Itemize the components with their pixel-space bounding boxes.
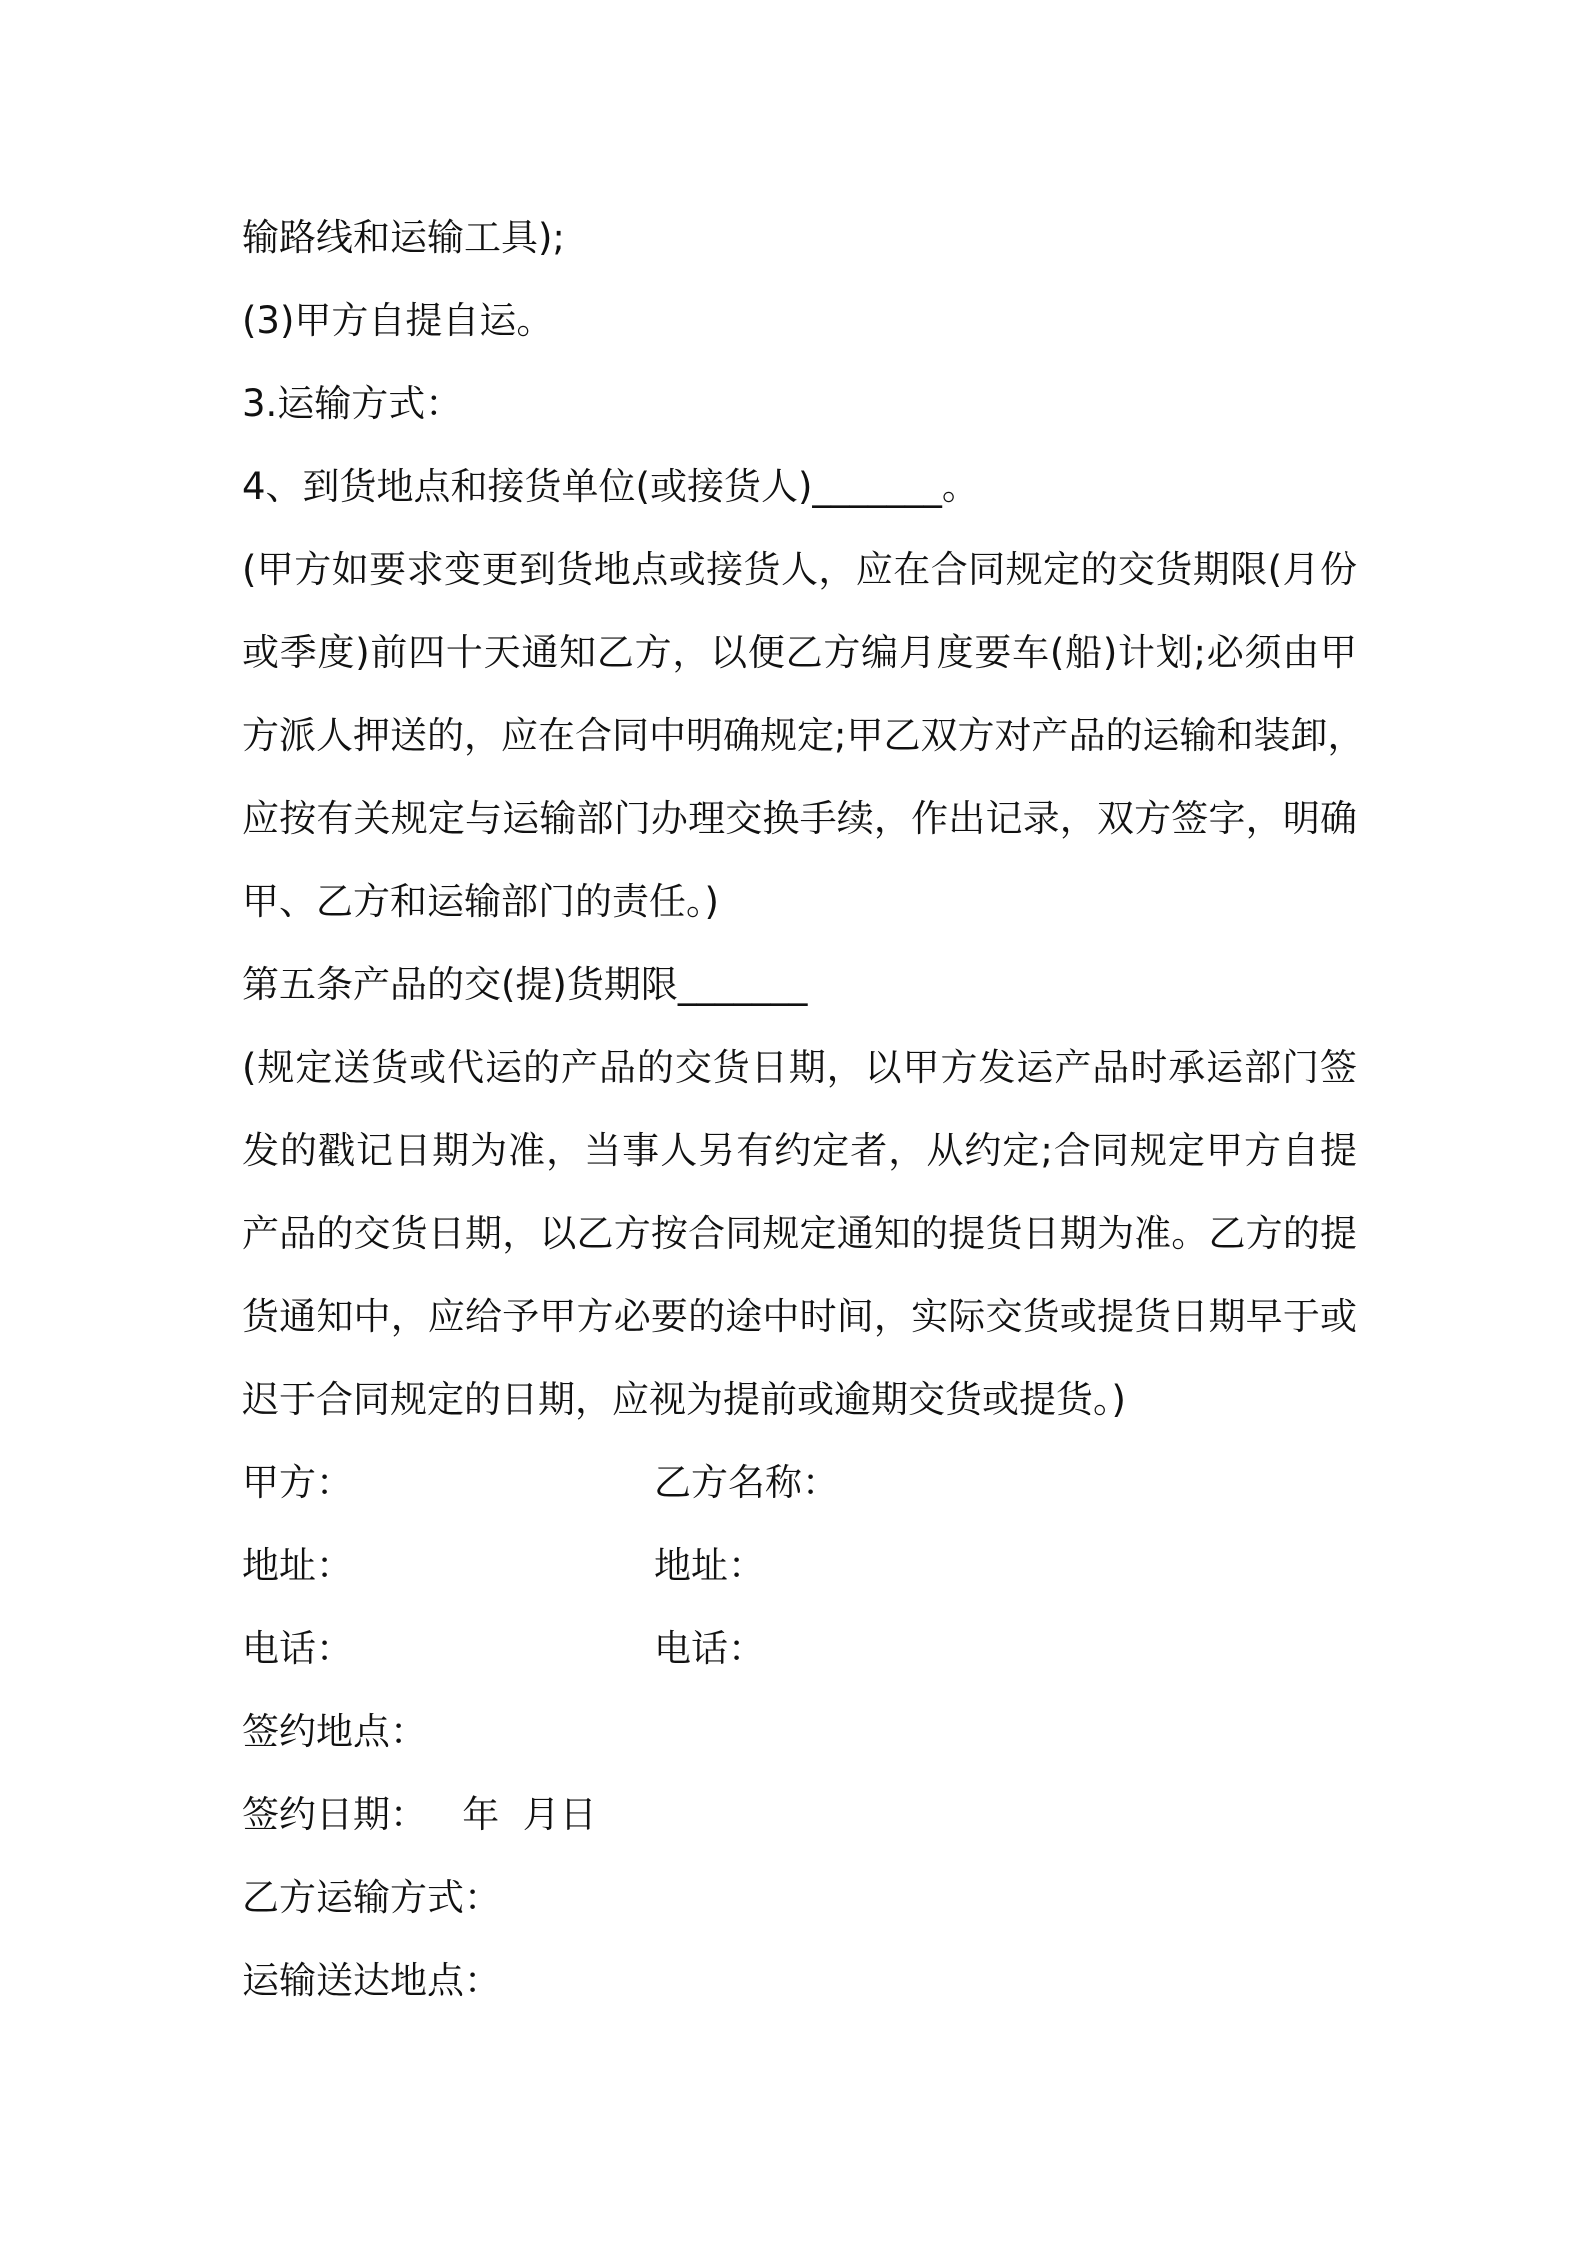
text-line: 甲、乙方和运输部门的责任。) bbox=[242, 880, 719, 923]
sign-place-label: 签约地点： bbox=[242, 1710, 427, 1753]
text-line: 产品的交货日期，以乙方按合同规定通知的提货日期为准。乙方的提 bbox=[242, 1212, 1357, 1255]
text-line: (甲方如要求变更到货地点或接货人，应在合同规定的交货期限(月份 bbox=[242, 548, 1357, 591]
text-line: 或季度)前四十天通知乙方，以便乙方编月度要车(船)计划;必须由甲 bbox=[242, 631, 1357, 674]
text-line: 应按有关规定与运输部门办理交换手续，作出记录，双方签字，明确 bbox=[242, 797, 1357, 840]
text-line: 4、到货地点和接货单位(或接货人)_______。 bbox=[242, 465, 979, 508]
party-b-address-label: 地址： bbox=[654, 1544, 765, 1587]
document-body bbox=[242, 196, 1365, 2022]
text-line: 发的戳记日期为准，当事人另有约定者，从约定;合同规定甲方自提 bbox=[242, 1129, 1357, 1172]
section-heading: 第五条产品的交(提)货期限_______ bbox=[242, 963, 808, 1006]
party-b-name-label: 乙方名称： bbox=[654, 1461, 839, 1504]
signature-row-address bbox=[242, 1524, 1357, 1607]
text-line: (3)甲方自提自运。 bbox=[242, 299, 554, 342]
sign-date-label: 签约日期： 年 月日 bbox=[242, 1793, 597, 1836]
text-line: 方派人押送的，应在合同中明确规定;甲乙双方对产品的运输和装卸， bbox=[242, 714, 1365, 757]
text-line: 货通知中，应给予甲方必要的途中时间，实际交货或提货日期早于或 bbox=[242, 1295, 1357, 1338]
text-line: 迟于合同规定的日期，应视为提前或逾期交货或提货。) bbox=[242, 1378, 1126, 1421]
party-a-label: 甲方： bbox=[242, 1461, 353, 1504]
signature-row-phone bbox=[242, 1607, 1357, 1690]
text-line: (规定送货或代运的产品的交货日期，以甲方发运产品时承运部门签 bbox=[242, 1046, 1357, 1089]
party-a-address-label: 地址： bbox=[242, 1544, 353, 1587]
signature-row-party bbox=[242, 1441, 1357, 1524]
party-b-phone-label: 电话： bbox=[654, 1627, 765, 1670]
text-line: 3.运输方式： bbox=[242, 382, 463, 425]
party-b-transport-label: 乙方运输方式： bbox=[242, 1876, 501, 1919]
party-a-phone-label: 电话： bbox=[242, 1627, 353, 1670]
text-line: 输路线和运输工具); bbox=[242, 216, 565, 259]
delivery-place-label: 运输送达地点： bbox=[242, 1959, 501, 2002]
